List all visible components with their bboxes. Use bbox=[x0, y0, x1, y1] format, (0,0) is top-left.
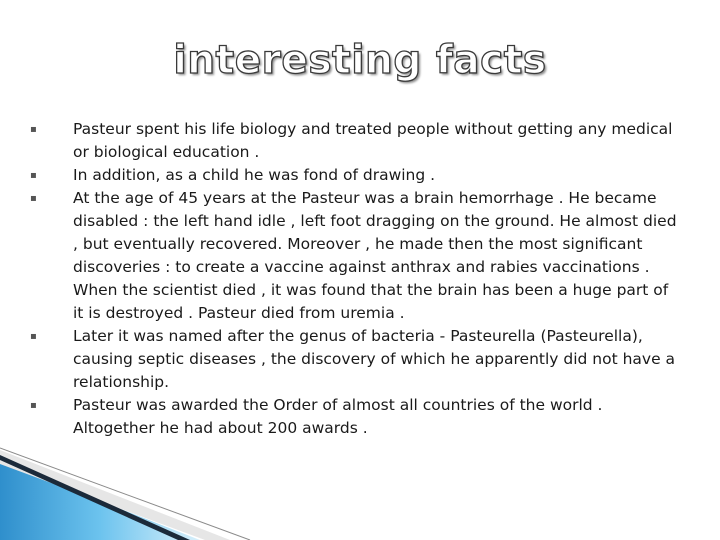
bullet-icon: ▪ bbox=[30, 400, 37, 411]
bullet-item bbox=[30, 394, 680, 440]
bullet-text: At the age of 45 years at the Pasteur was a brain hemorrhage . He became disabled : the left hand idle , left foot dragging on the ground. He almost died , but eventually recovered. Moreover , he made then the most significant discoveries : to create a vaccine against anthrax and rabies vaccinations . When the scientist died , it was found that the brain has been a huge part of it is destroyed . Pasteur died from uremia . bbox=[73, 189, 677, 322]
bullet-text: In addition, as a child he was fond of drawing . bbox=[73, 166, 436, 184]
bullet-icon: ▪ bbox=[30, 124, 37, 135]
bullet-text: Pasteur was awarded the Order of almost all countries of the world . Altogether he had about 200 awards . bbox=[73, 396, 603, 437]
bullet-icon: ▪ bbox=[30, 170, 37, 181]
bullet-item bbox=[30, 325, 680, 394]
bullet-item bbox=[30, 187, 680, 325]
bullet-item bbox=[30, 164, 680, 187]
bullet-icon: ▪ bbox=[30, 331, 37, 342]
bullet-text: Later it was named after the genus of bacteria - Pasteurella (Pasteurella), causing septic diseases , the discovery of which he apparently did not have a relationship. bbox=[73, 327, 676, 391]
decorative-swoosh bbox=[0, 440, 720, 540]
bullet-text: Pasteur spent his life biology and treated people without getting any medical or biological education . bbox=[73, 120, 673, 161]
slide-title: interesting facts bbox=[173, 38, 547, 83]
bullet-list bbox=[30, 118, 680, 440]
bullet-icon: ▪ bbox=[30, 193, 37, 204]
bullet-item bbox=[30, 118, 680, 164]
